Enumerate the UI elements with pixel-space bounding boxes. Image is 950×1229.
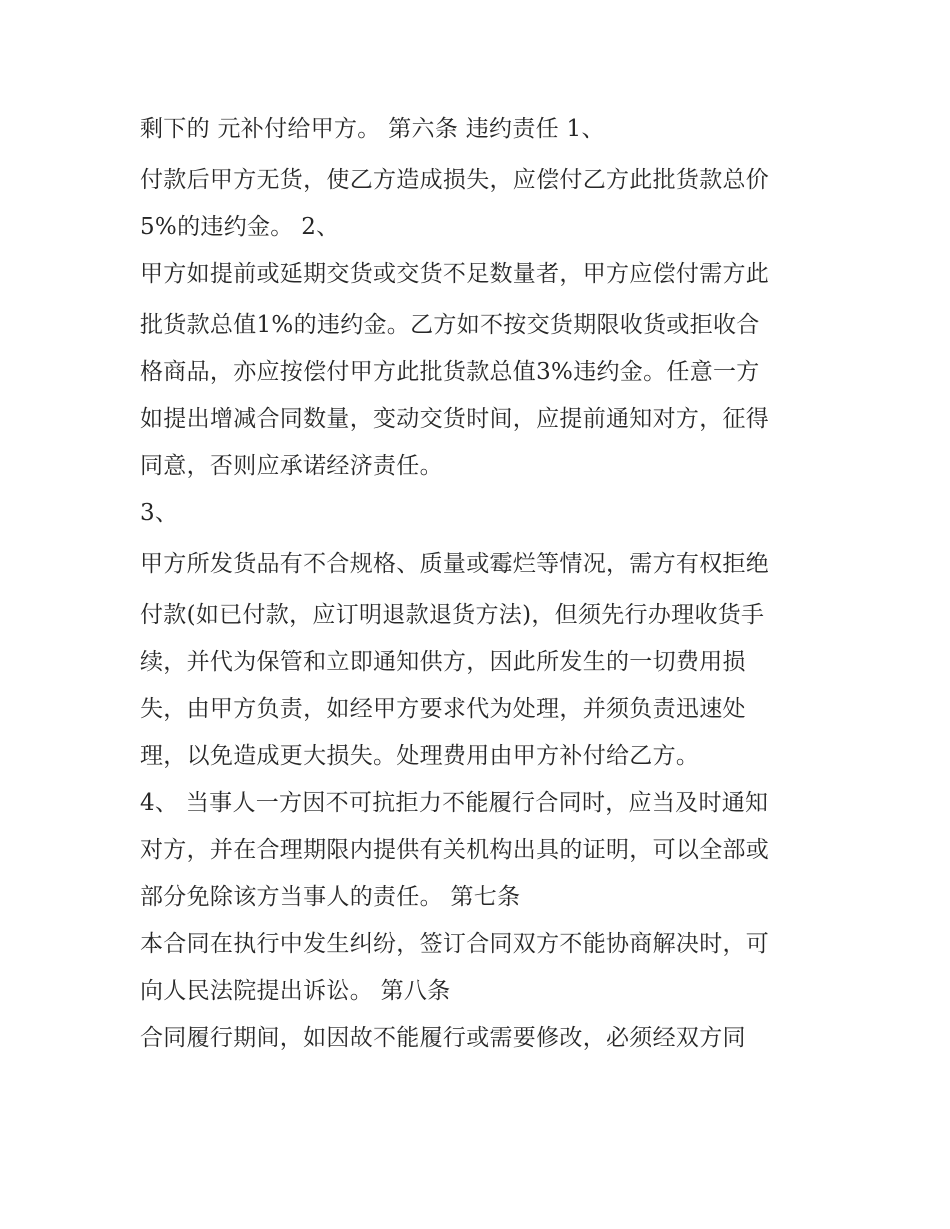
text-line: 失，由甲方负责，如经甲方要求代为处理，并须负责迅速处 (140, 696, 746, 722)
text-line: 批货款总值1%的违约金。乙方如不按交货期限收货或拒收合 (140, 312, 760, 338)
text-line: 付款(如已付款，应订明退款退货方法)，但须先行办理收货手 (140, 602, 765, 628)
text-line: 剩下的 元补付给甲方。 第六条 违约责任 1、 (140, 116, 605, 142)
text-line: 向人民法院提出诉讼。 第八条 (140, 978, 451, 1004)
text-line: 部分免除该方当事人的责任。 第七条 (140, 884, 521, 910)
document-body (140, 106, 820, 1066)
text-line: 对方，并在合理期限内提供有关机构出具的证明，可以全部或 (140, 837, 770, 863)
text-line: 如提出增减合同数量，变动交货时间，应提前通知对方，征得 (140, 406, 770, 432)
text-line: 同意，否则应承诺经济责任。 (140, 453, 443, 479)
text-line: 4、 当事人一方因不可抗拒力不能履行合同时，应当及时通知 (140, 790, 769, 816)
text-line: 甲方如提前或延期交货或交货不足数量者，甲方应偿付需方此 (140, 261, 770, 287)
text-line: 合同履行期间，如因故不能履行或需要修改，必须经双方同 (140, 1025, 746, 1051)
text-line: 理，以免造成更大损失。处理费用由甲方补付给乙方。 (140, 743, 700, 769)
text-line: 甲方所发货品有不合规格、质量或霉烂等情况，需方有权拒绝 (140, 551, 770, 577)
text-line: 付款后甲方无货，使乙方造成损失，应偿付乙方此批货款总价 (140, 167, 770, 193)
text-line: 5%的违约金。 2、 (140, 214, 340, 240)
text-line: 本合同在执行中发生纠纷，签订合同双方不能协商解决时，可 (140, 931, 770, 957)
text-line: 续，并代为保管和立即通知供方，因此所发生的一切费用损 (140, 649, 746, 675)
text-line: 3、 (140, 500, 179, 526)
text-line: 格商品，亦应按偿付甲方此批货款总值3%违约金。任意一方 (140, 359, 760, 385)
